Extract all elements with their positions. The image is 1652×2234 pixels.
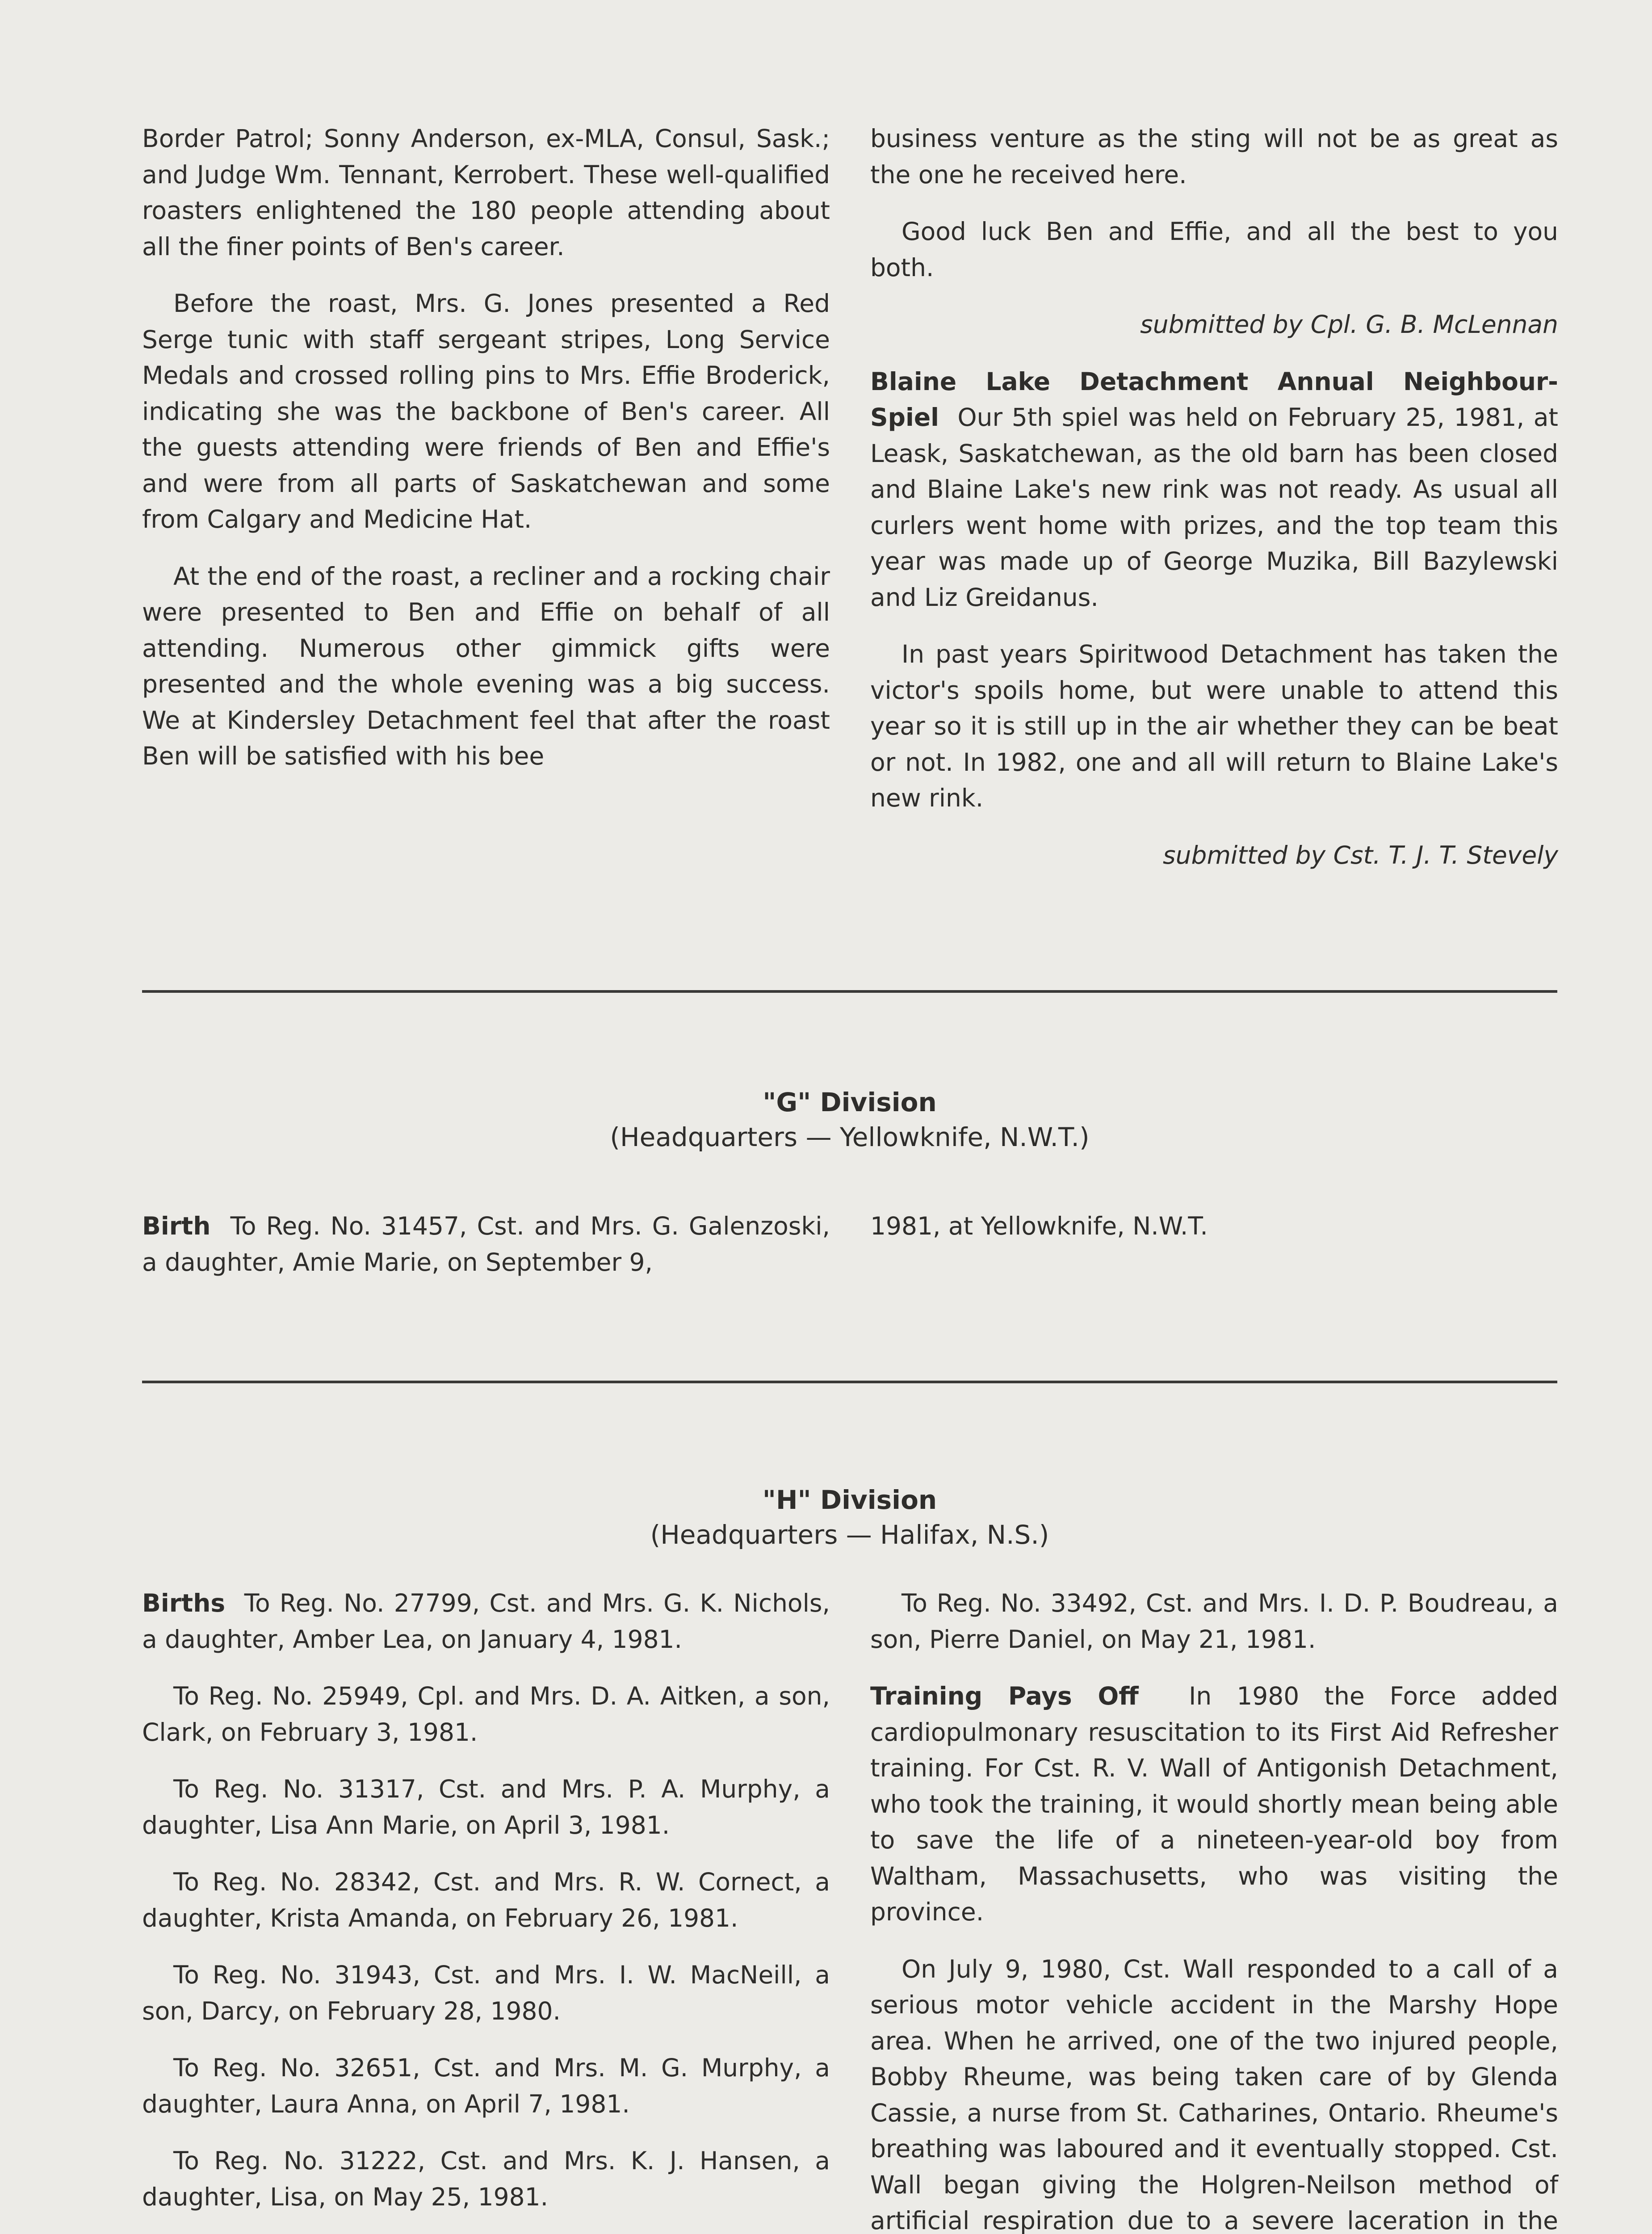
article-paragraph — [870, 364, 1558, 616]
paragraph: At the end of the roast, a recliner and a rocking chair were presented to Ben and Effie on behalf of all attending. Numerous other gimmick gifts were presented and the whole evening was a big success. We at Kindersley Detachment feel that after the roast Ben will be satisfied with his bee — [142, 562, 830, 770]
birth-continuation: 1981, at Yellowknife, N.W.T. — [870, 1212, 1208, 1240]
paragraph: Good luck Ben and Effie, and all the best to you both. — [870, 217, 1558, 282]
paragraph: business venture as the sting will not be as great as the one he received here. — [870, 124, 1558, 189]
h-division-left — [142, 1585, 830, 2234]
right-column-top — [870, 121, 1558, 894]
birth-notice: To Reg. No. 25949, Cpl. and Mrs. D. A. Aitken, a son, Clark, on February 3, 1981. — [142, 1682, 830, 1747]
submitted-by: submitted by Cpl. G. B. McLennan — [1140, 310, 1558, 339]
paragraph: Border Patrol; Sonny Anderson, ex-MLA, Consul, Sask.; and Judge Wm. Tennant, Kerrobert. These well-qualified roasters enlightened the 180 people attending about all the finer points of Ben's career. — [142, 124, 830, 261]
division-subtitle: (Headquarters — Halifax, N.S.) — [650, 1520, 1049, 1550]
article-paragraph — [870, 1678, 1558, 1930]
division-heading — [142, 1482, 1557, 1552]
g-division-left — [142, 1208, 830, 1301]
birth-notice: To Reg. No. 31943, Cst. and Mrs. I. W. MacNeill, a son, Darcy, on February 28, 1980. — [142, 1961, 830, 2025]
paragraph: On July 9, 1980, Cst. Wall responded to a call of a serious motor vehicle accident in the Marshy Hope area. When he arrived, one of the two injured people, Bobby Rheume, was being taken care of by Glenda Cassie, a nurse from St. Catharines, Ontario. Rheume's breathing was laboured and it eventually stopped. Cst. Wall began giving the Holgren-Neilson method of artificial respiration due to a severe laceration in the — [870, 1954, 1558, 2234]
birth-notice — [142, 1208, 830, 1280]
division-title: "G" Division — [763, 1087, 937, 1117]
birth-notice — [142, 1585, 830, 1657]
birth-text: To Reg. No. 27799, Cst. and Mrs. G. K. Nichols, a daughter, Amber Lea, on January 4, 1981. — [142, 1589, 830, 1654]
article-text: In 1980 the Force added cardiopulmonary resuscitation to its First Aid Refresher training. For Cst. R. V. Wall of Antigonish Detachment, who took the training, it would shortly mean being able to save the life of a nineteen-year-old boy from Waltham, Massachusetts, who was visiting the province. — [870, 1682, 1559, 1926]
paragraph: In past years Spiritwood Detachment has taken the victor's spoils home, but were unable to attend this year so it is still up in the air whether they can be beat or not. In 1982, one and all will return to Blaine Lake's new rink. — [870, 640, 1558, 812]
submitted-by: submitted by Cst. T. J. T. Stevely — [1163, 840, 1558, 869]
birth-notice: To Reg. No. 31317, Cst. and Mrs. P. A. Murphy, a daughter, Lisa Ann Marie, on April 3, 1981. — [142, 1775, 830, 1839]
article-heading: Blaine Lake Detachment Annual Neighbour-Spiel — [870, 367, 1558, 432]
g-division-right — [870, 1208, 1558, 1265]
section-divider — [142, 990, 1557, 993]
birth-notice: To Reg. No. 28342, Cst. and Mrs. R. W. Cornect, a daughter, Krista Amanda, on February 26, 1981. — [142, 1868, 830, 1932]
division-title: "H" Division — [762, 1485, 937, 1515]
article-heading: Training Pays Off — [870, 1682, 1139, 1710]
h-division-right — [870, 1585, 1558, 2234]
births-label: Births — [142, 1589, 226, 1617]
paragraph: Before the roast, Mrs. G. Jones presented a Red Serge tunic with staff sergeant stripes, Long Service Medals and crossed rolling pins to Mrs. Effie Broderick, indicating she was the backbone of Ben's career. All the guests attending were friends of Ben and Effie's and were from all parts of Saskatchewan and some from Calgary and Medicine Hat. — [142, 289, 830, 533]
article-text: Our 5th spiel was held on February 25, 1981, at Leask, Saskatchewan, as the old barn has been closed and Blaine Lake's new rink was not ready. As usual all curlers went home with prizes, and the top team this year was made up of George Muzika, Bill Bazylewski and Liz Greidanus. — [870, 403, 1558, 612]
division-heading — [142, 1085, 1557, 1155]
birth-notice: To Reg. No. 31222, Cst. and Mrs. K. J. Hansen, a daughter, Lisa, on May 25, 1981. — [142, 2146, 830, 2211]
birth-notice: To Reg. No. 33492, Cst. and Mrs. I. D. P. Boudreau, a son, Pierre Daniel, on May 21, 1981. — [870, 1589, 1558, 1654]
birth-label: Birth — [142, 1212, 211, 1240]
birth-notice: To Reg. No. 32651, Cst. and Mrs. M. G. Murphy, a daughter, Laura Anna, on April 7, 1981. — [142, 2053, 830, 2118]
left-column-top — [142, 121, 830, 795]
section-divider — [142, 1381, 1557, 1383]
birth-text: To Reg. No. 31457, Cst. and Mrs. G. Galenzoski, a daughter, Amie Marie, on September 9, — [142, 1212, 830, 1277]
division-subtitle: (Headquarters — Yellowknife, N.W.T.) — [610, 1122, 1090, 1152]
